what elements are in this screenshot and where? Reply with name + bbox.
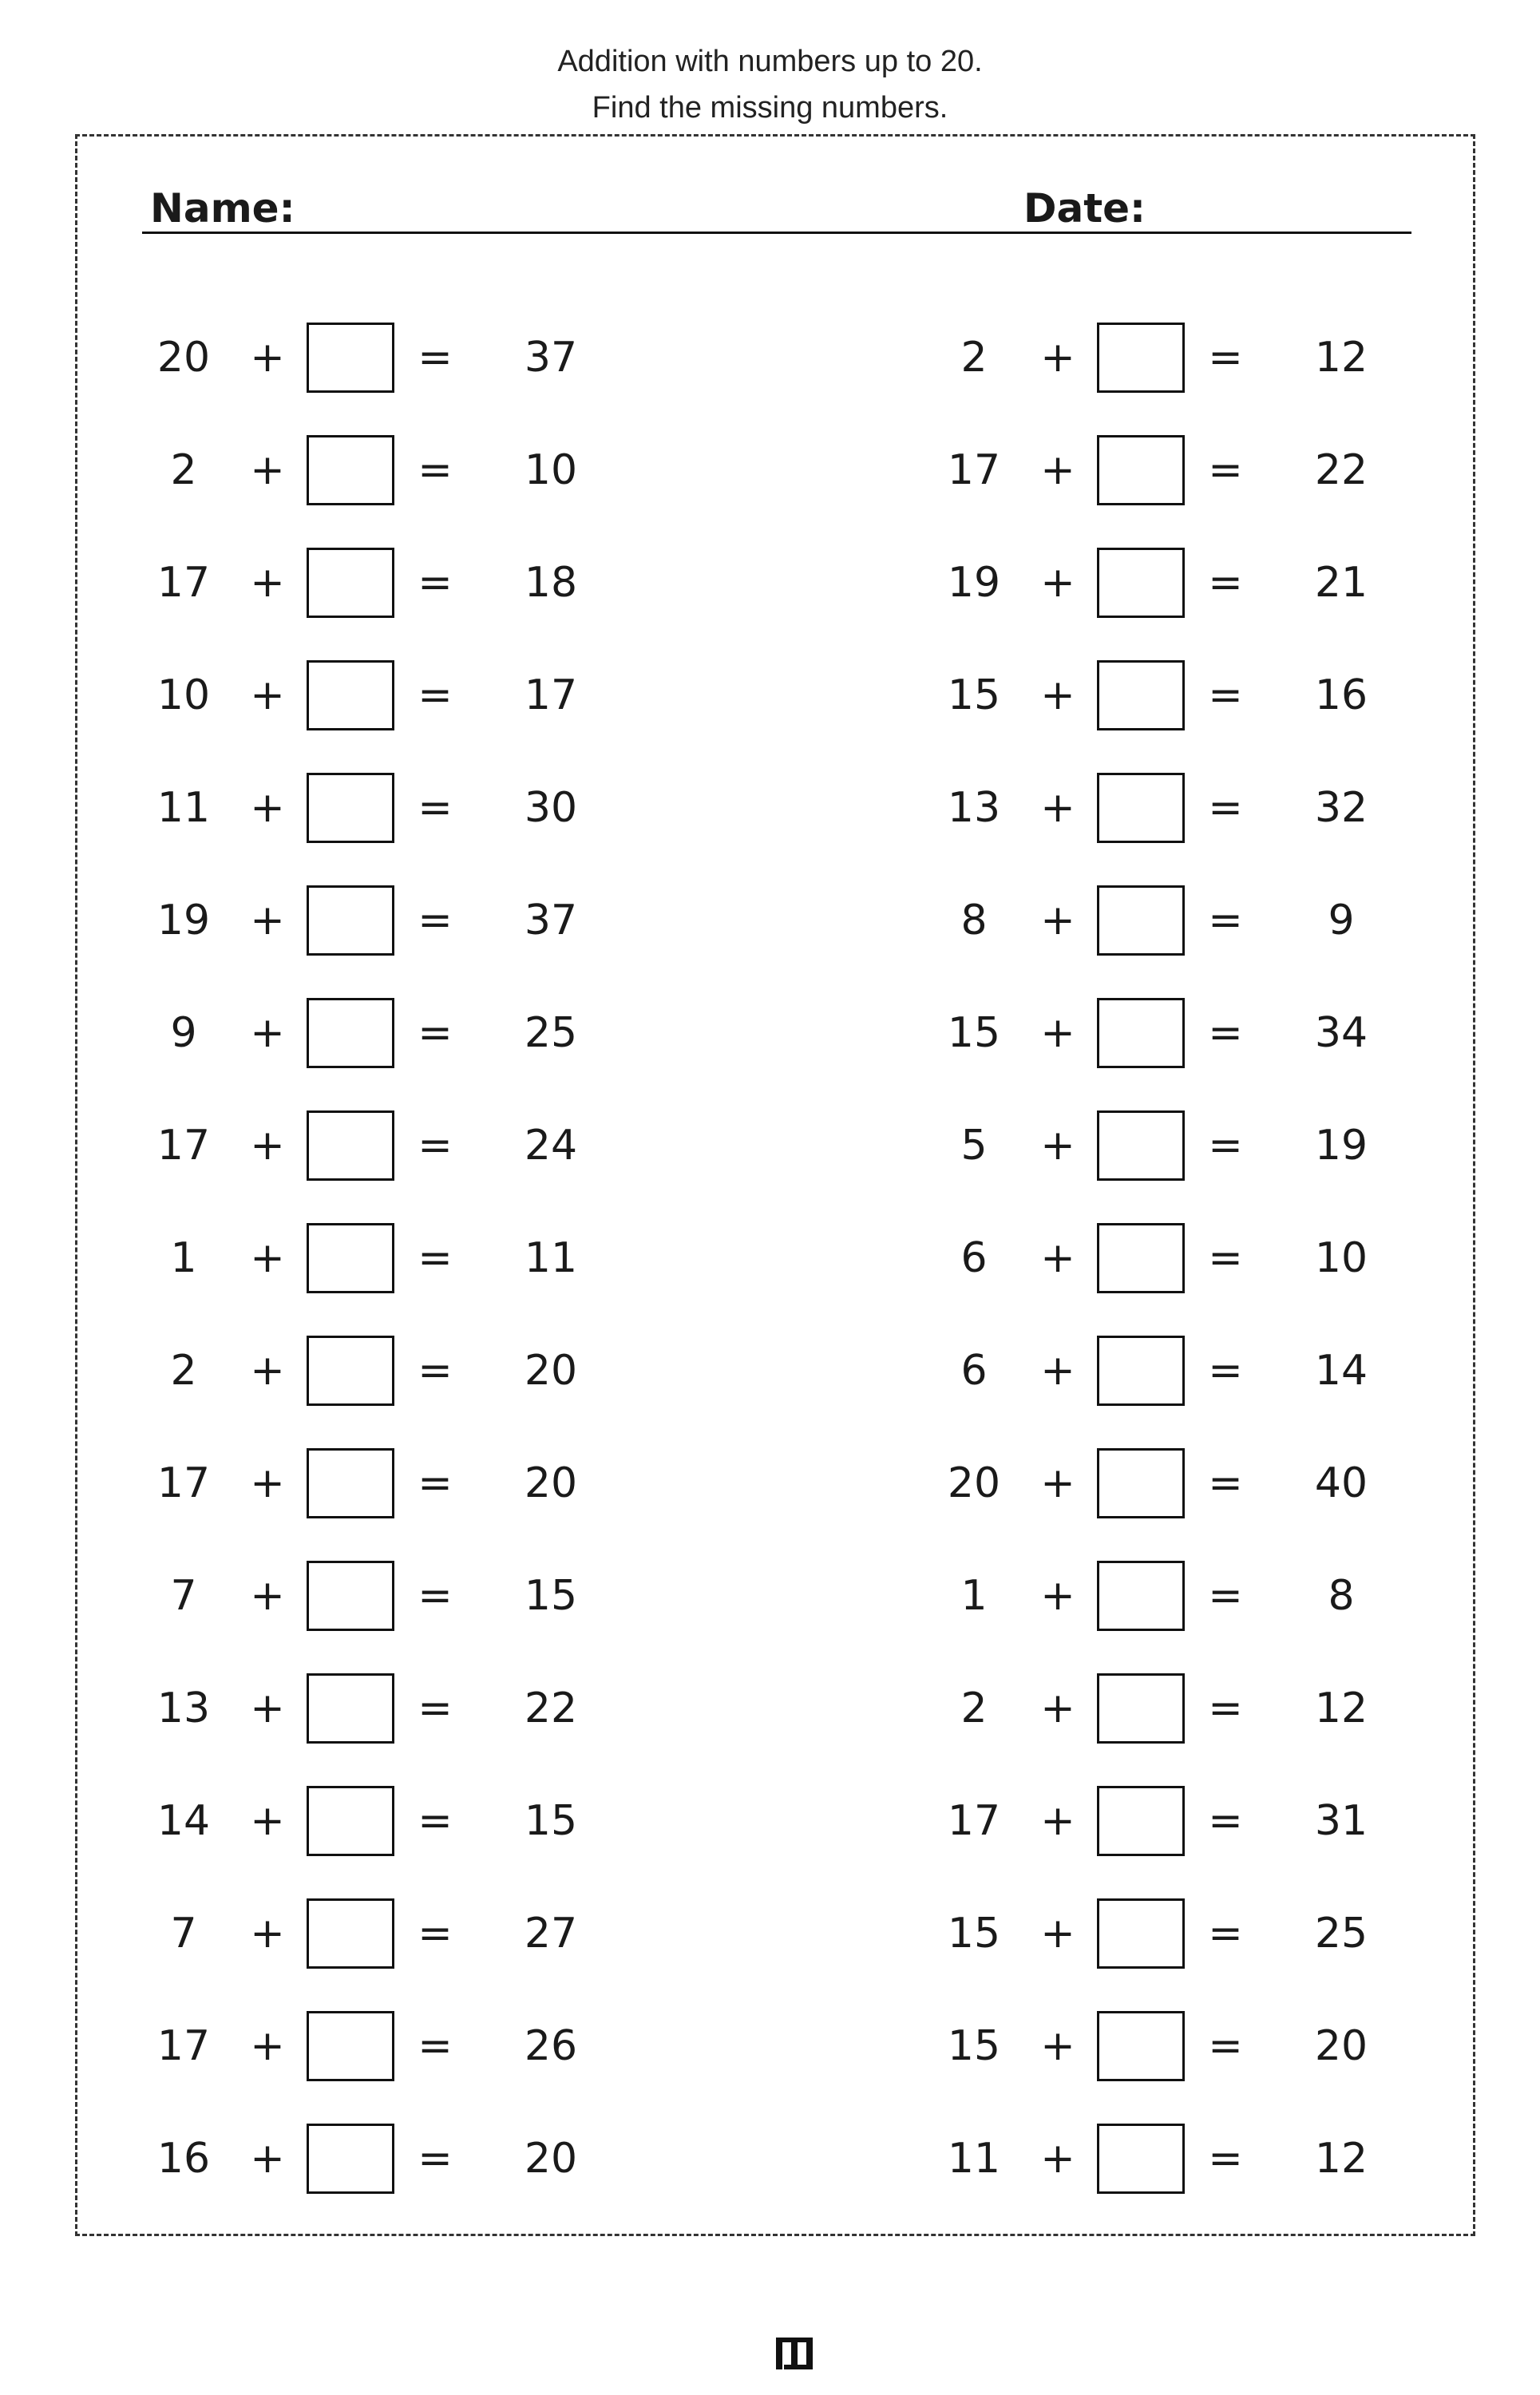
- plus-sign: +: [250, 784, 285, 832]
- sum-result: 32: [1314, 784, 1368, 832]
- equals-sign: =: [1208, 1122, 1243, 1170]
- problem-row: [0, 2006, 719, 2086]
- sum-result: 12: [1314, 2135, 1368, 2183]
- addend: 15: [947, 671, 1001, 719]
- answer-box[interactable]: [1097, 1898, 1185, 1969]
- equals-sign: =: [418, 1347, 453, 1395]
- plus-sign: +: [1040, 784, 1075, 832]
- equals-sign: =: [418, 446, 453, 494]
- addend: 1: [960, 1572, 988, 1620]
- sum-result: 8: [1328, 1572, 1355, 1620]
- answer-box[interactable]: [1097, 1561, 1185, 1631]
- equals-sign: =: [418, 1009, 453, 1057]
- sum-result: 12: [1314, 1684, 1368, 1732]
- sum-result: 17: [524, 671, 578, 719]
- plus-sign: +: [250, 1009, 285, 1057]
- answer-box[interactable]: [307, 323, 394, 393]
- equals-sign: =: [418, 2022, 453, 2070]
- plus-sign: +: [250, 1572, 285, 1620]
- addend: 15: [947, 1009, 1001, 1057]
- problem-row: [790, 2006, 1509, 2086]
- problem-row: [790, 1443, 1509, 1523]
- problem-row: [0, 1894, 719, 1973]
- answer-box[interactable]: [307, 1110, 394, 1181]
- problem-row: [790, 1556, 1509, 1636]
- problem-row: [790, 655, 1509, 735]
- sum-result: 22: [1314, 446, 1368, 494]
- plus-sign: +: [250, 1234, 285, 1282]
- sum-result: 20: [524, 2135, 578, 2183]
- problem-row: [790, 1106, 1509, 1186]
- plus-sign: +: [1040, 334, 1075, 382]
- equals-sign: =: [1208, 1009, 1243, 1057]
- name-label: Name:: [150, 185, 295, 232]
- addend: 8: [960, 897, 988, 944]
- sum-result: 12: [1314, 334, 1368, 382]
- problem-row: [0, 1669, 719, 1748]
- addend: 5: [960, 1122, 988, 1170]
- equals-sign: =: [1208, 559, 1243, 607]
- plus-sign: +: [250, 897, 285, 944]
- sum-result: 25: [524, 1009, 578, 1057]
- problem-row: [790, 1218, 1509, 1298]
- sum-result: 19: [1314, 1122, 1368, 1170]
- equals-sign: =: [418, 1910, 453, 1958]
- sum-result: 31: [1314, 1797, 1368, 1845]
- addend: 17: [156, 559, 211, 607]
- answer-box[interactable]: [307, 1898, 394, 1969]
- plus-sign: +: [250, 1797, 285, 1845]
- equals-sign: =: [418, 1234, 453, 1282]
- equals-sign: =: [1208, 1459, 1243, 1507]
- equals-sign: =: [418, 1459, 453, 1507]
- addend: 2: [960, 334, 988, 382]
- problem-row: [0, 768, 719, 848]
- equals-sign: =: [1208, 1234, 1243, 1282]
- equals-sign: =: [1208, 1797, 1243, 1845]
- problem-row: [790, 430, 1509, 510]
- addend: 16: [156, 2135, 211, 2183]
- plus-sign: +: [1040, 1797, 1075, 1845]
- logo-icon: [776, 2336, 813, 2371]
- problem-row: [790, 1781, 1509, 1861]
- worksheet-instructions: Find the missing numbers.: [592, 91, 948, 125]
- sum-result: 20: [524, 1347, 578, 1395]
- answer-box[interactable]: [307, 998, 394, 1068]
- addend: 13: [947, 784, 1001, 832]
- plus-sign: +: [250, 2135, 285, 2183]
- answer-box[interactable]: [307, 2124, 394, 2194]
- sum-result: 37: [524, 334, 578, 382]
- plus-sign: +: [250, 2022, 285, 2070]
- plus-sign: +: [250, 559, 285, 607]
- answer-box[interactable]: [307, 660, 394, 730]
- equals-sign: =: [418, 897, 453, 944]
- sum-result: 10: [524, 446, 578, 494]
- sum-result: 9: [1328, 897, 1355, 944]
- addend: 20: [156, 334, 211, 382]
- problem-row: [790, 1331, 1509, 1411]
- plus-sign: +: [1040, 1122, 1075, 1170]
- plus-sign: +: [1040, 897, 1075, 944]
- addend: 10: [156, 671, 211, 719]
- equals-sign: =: [418, 334, 453, 382]
- answer-box[interactable]: [307, 2011, 394, 2081]
- equals-sign: =: [418, 1122, 453, 1170]
- addend: 7: [170, 1910, 197, 1958]
- answer-box[interactable]: [1097, 885, 1185, 956]
- problem-row: [790, 543, 1509, 623]
- addend: 17: [947, 446, 1001, 494]
- equals-sign: =: [1208, 334, 1243, 382]
- equals-sign: =: [418, 1684, 453, 1732]
- addend: 2: [960, 1684, 988, 1732]
- answer-box[interactable]: [307, 1336, 394, 1406]
- sum-result: 25: [1314, 1910, 1368, 1958]
- equals-sign: =: [418, 1797, 453, 1845]
- addend: 20: [947, 1459, 1001, 1507]
- answer-box[interactable]: [307, 1673, 394, 1744]
- date-label: Date:: [1023, 185, 1146, 232]
- plus-sign: +: [250, 1122, 285, 1170]
- equals-sign: =: [1208, 446, 1243, 494]
- plus-sign: +: [250, 334, 285, 382]
- answer-box[interactable]: [1097, 323, 1185, 393]
- answer-box[interactable]: [1097, 1673, 1185, 1744]
- problem-row: [790, 993, 1509, 1073]
- sum-result: 26: [524, 2022, 578, 2070]
- equals-sign: =: [418, 2135, 453, 2183]
- sum-result: 34: [1314, 1009, 1368, 1057]
- sum-result: 22: [524, 1684, 578, 1732]
- addend: 6: [960, 1234, 988, 1282]
- plus-sign: +: [1040, 1572, 1075, 1620]
- equals-sign: =: [1208, 1684, 1243, 1732]
- addend: 6: [960, 1347, 988, 1395]
- answer-box[interactable]: [1097, 773, 1185, 843]
- plus-sign: +: [1040, 2022, 1075, 2070]
- problem-row: [0, 318, 719, 398]
- answer-box[interactable]: [307, 1448, 394, 1518]
- addend: 14: [156, 1797, 211, 1845]
- problem-row: [790, 318, 1509, 398]
- plus-sign: +: [250, 1459, 285, 1507]
- answer-box[interactable]: [307, 1786, 394, 1856]
- equals-sign: =: [1208, 897, 1243, 944]
- answer-box[interactable]: [1097, 1110, 1185, 1181]
- addend: 19: [947, 559, 1001, 607]
- answer-box[interactable]: [1097, 1786, 1185, 1856]
- problem-row: [0, 1106, 719, 1186]
- addend: 17: [156, 2022, 211, 2070]
- answer-box[interactable]: [1097, 998, 1185, 1068]
- answer-box[interactable]: [307, 773, 394, 843]
- problem-row: [790, 881, 1509, 960]
- plus-sign: +: [1040, 446, 1075, 494]
- addend: 11: [947, 2135, 1001, 2183]
- plus-sign: +: [1040, 671, 1075, 719]
- equals-sign: =: [418, 784, 453, 832]
- addend: 11: [156, 784, 211, 832]
- sum-result: 14: [1314, 1347, 1368, 1395]
- equals-sign: =: [1208, 1572, 1243, 1620]
- plus-sign: +: [250, 1910, 285, 1958]
- addend: 15: [947, 1910, 1001, 1958]
- answer-box[interactable]: [307, 435, 394, 505]
- sum-result: 18: [524, 559, 578, 607]
- plus-sign: +: [250, 1347, 285, 1395]
- problem-row: [0, 1781, 719, 1861]
- answer-box[interactable]: [307, 1223, 394, 1293]
- answer-box[interactable]: [1097, 548, 1185, 618]
- addend: 2: [170, 446, 197, 494]
- sum-result: 40: [1314, 1459, 1368, 1507]
- problem-row: [790, 1669, 1509, 1748]
- plus-sign: +: [1040, 1009, 1075, 1057]
- name-date-line: [142, 174, 1411, 234]
- equals-sign: =: [1208, 2135, 1243, 2183]
- answer-box[interactable]: [1097, 2124, 1185, 2194]
- worksheet-header: [0, 38, 1540, 131]
- equals-sign: =: [1208, 671, 1243, 719]
- equals-sign: =: [1208, 1910, 1243, 1958]
- plus-sign: +: [1040, 1910, 1075, 1958]
- plus-sign: +: [1040, 1234, 1075, 1282]
- addend: 17: [947, 1797, 1001, 1845]
- addend: 17: [156, 1459, 211, 1507]
- answer-box[interactable]: [1097, 435, 1185, 505]
- addend: 1: [170, 1234, 197, 1282]
- problem-row: [0, 1331, 719, 1411]
- answer-box[interactable]: [307, 885, 394, 956]
- sum-result: 15: [524, 1797, 578, 1845]
- answer-box[interactable]: [307, 548, 394, 618]
- addend: 9: [170, 1009, 197, 1057]
- plus-sign: +: [1040, 1684, 1075, 1732]
- sum-result: 11: [524, 1234, 578, 1282]
- sum-result: 10: [1314, 1234, 1368, 1282]
- sum-result: 20: [1314, 2022, 1368, 2070]
- problem-row: [0, 993, 719, 1073]
- plus-sign: +: [250, 671, 285, 719]
- sum-result: 27: [524, 1910, 578, 1958]
- plus-sign: +: [250, 446, 285, 494]
- worksheet-title: Addition with numbers up to 20.: [557, 45, 983, 78]
- answer-box[interactable]: [1097, 1448, 1185, 1518]
- equals-sign: =: [418, 559, 453, 607]
- addend: 17: [156, 1122, 211, 1170]
- plus-sign: +: [1040, 2135, 1075, 2183]
- plus-sign: +: [1040, 559, 1075, 607]
- answer-box[interactable]: [1097, 2011, 1185, 2081]
- equals-sign: =: [1208, 2022, 1243, 2070]
- problem-row: [0, 1556, 719, 1636]
- problem-row: [0, 655, 719, 735]
- answer-box[interactable]: [1097, 1223, 1185, 1293]
- addend: 2: [170, 1347, 197, 1395]
- sum-result: 24: [524, 1122, 578, 1170]
- answer-box[interactable]: [1097, 1336, 1185, 1406]
- plus-sign: +: [1040, 1347, 1075, 1395]
- equals-sign: =: [1208, 1347, 1243, 1395]
- sum-result: 20: [524, 1459, 578, 1507]
- answer-box[interactable]: [1097, 660, 1185, 730]
- answer-box[interactable]: [307, 1561, 394, 1631]
- addend: 13: [156, 1684, 211, 1732]
- problem-row: [790, 768, 1509, 848]
- addend: 15: [947, 2022, 1001, 2070]
- problem-row: [0, 2119, 719, 2199]
- problem-row: [0, 543, 719, 623]
- problem-row: [0, 1218, 719, 1298]
- equals-sign: =: [1208, 784, 1243, 832]
- sum-result: 21: [1314, 559, 1368, 607]
- problem-row: [790, 1894, 1509, 1973]
- plus-sign: +: [250, 1684, 285, 1732]
- addend: 19: [156, 897, 211, 944]
- problem-row: [0, 881, 719, 960]
- equals-sign: =: [418, 671, 453, 719]
- addend: 7: [170, 1572, 197, 1620]
- problem-row: [0, 430, 719, 510]
- sum-result: 16: [1314, 671, 1368, 719]
- plus-sign: +: [1040, 1459, 1075, 1507]
- sum-result: 15: [524, 1572, 578, 1620]
- sum-result: 30: [524, 784, 578, 832]
- equals-sign: =: [418, 1572, 453, 1620]
- problem-row: [790, 2119, 1509, 2199]
- sum-result: 37: [524, 897, 578, 944]
- problem-row: [0, 1443, 719, 1523]
